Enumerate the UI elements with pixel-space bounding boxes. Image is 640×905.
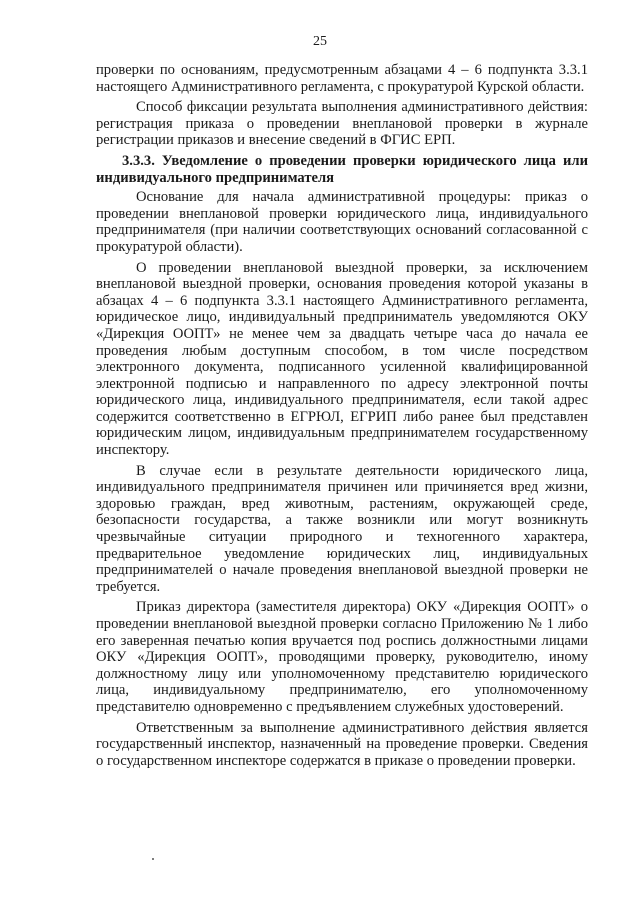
paragraph-fixation-method: Способ фиксации результата выполнения административного действия: регистрация приказа о проведении внеплановой проверки в журнале регистрации приказов и внесение сведений в ФГИС ЕРП. xyxy=(96,99,588,149)
paragraph-basis: Основание для начала административной процедуры: приказ о проведении внеплановой проверки юридического лица, индивидуального предпринимателя (при наличии соответствующих оснований согласованной с прокуратурой области). xyxy=(96,189,588,255)
paragraph-responsible: Ответственным за выполнение административного действия является государственный инспектор, назначенный на проведение проверки. Сведения о государственном инспекторе содержатся в приказе о проведении проверки. xyxy=(96,719,588,769)
section-heading: 3.3.3. Уведомление о проведении проверки юридического лица или индивидуального предпринимателя xyxy=(96,152,588,186)
paragraph-notification: О проведении внеплановой выездной проверки, за исключением внеплановой выездной проверки, основания проведения которой указаны в абзацах 4 – 6 подпункта 3.3.1 настоящего Административного регламента, юридическое лицо, индивидуальный предприниматель уведомляются ОКУ «Дирекция ООПТ» не менее чем за двадцать четыре часа до начала ее проведения любым доступным способом, в том числе посредством электронного документа, подписанного усиленной квалифицированной электронной подписью и направленного по адресу электронной почты юридического лица, индивидуального предпринимателя, если такой адрес содержится соответственно в ЕГРЮЛ, ЕГРИП либо ранее был представлен юридическим лицом, индивидуальным предпринимателем государственному инспектору. xyxy=(96,259,588,459)
paragraph-continuation: проверки по основаниям, предусмотренным абзацами 4 – 6 подпункта 3.3.1 настоящего Административного регламента, с прокуратурой Курской области. xyxy=(96,62,588,95)
paragraph-no-notice-case: В случае если в результате деятельности юридического лица, индивидуального предпринимателя причинен или причиняется вред жизни, здоровью граждан, вред животным, растениям, окружающей среде, безопасности государства, а также возникли или могут возникнуть чрезвычайные ситуации природного и техногенного характера, предварительное уведомление юридических лиц, индивидуальных предпринимателей о начале проведения внеплановой выездной проверки не требуется. xyxy=(96,462,588,595)
document-body xyxy=(96,62,588,773)
page-number: 25 xyxy=(313,34,327,49)
paragraph-order-delivery: Приказ директора (заместителя директора) ОКУ «Дирекция ООПТ» о проведении внеплановой выездной проверки согласно Приложению № 1 либо его заверенная печатью копия вручается под роспись должностными лицами ОКУ «Дирекция ООПТ», проводящими проверку, руководителю, иному должностному лицу или уполномоченному представителю юридического лица, индивидуальному предпринимателю, его уполномоченному представителю одновременно с предъявлением служебных удостоверений. xyxy=(96,599,588,715)
scan-speck xyxy=(152,858,154,860)
